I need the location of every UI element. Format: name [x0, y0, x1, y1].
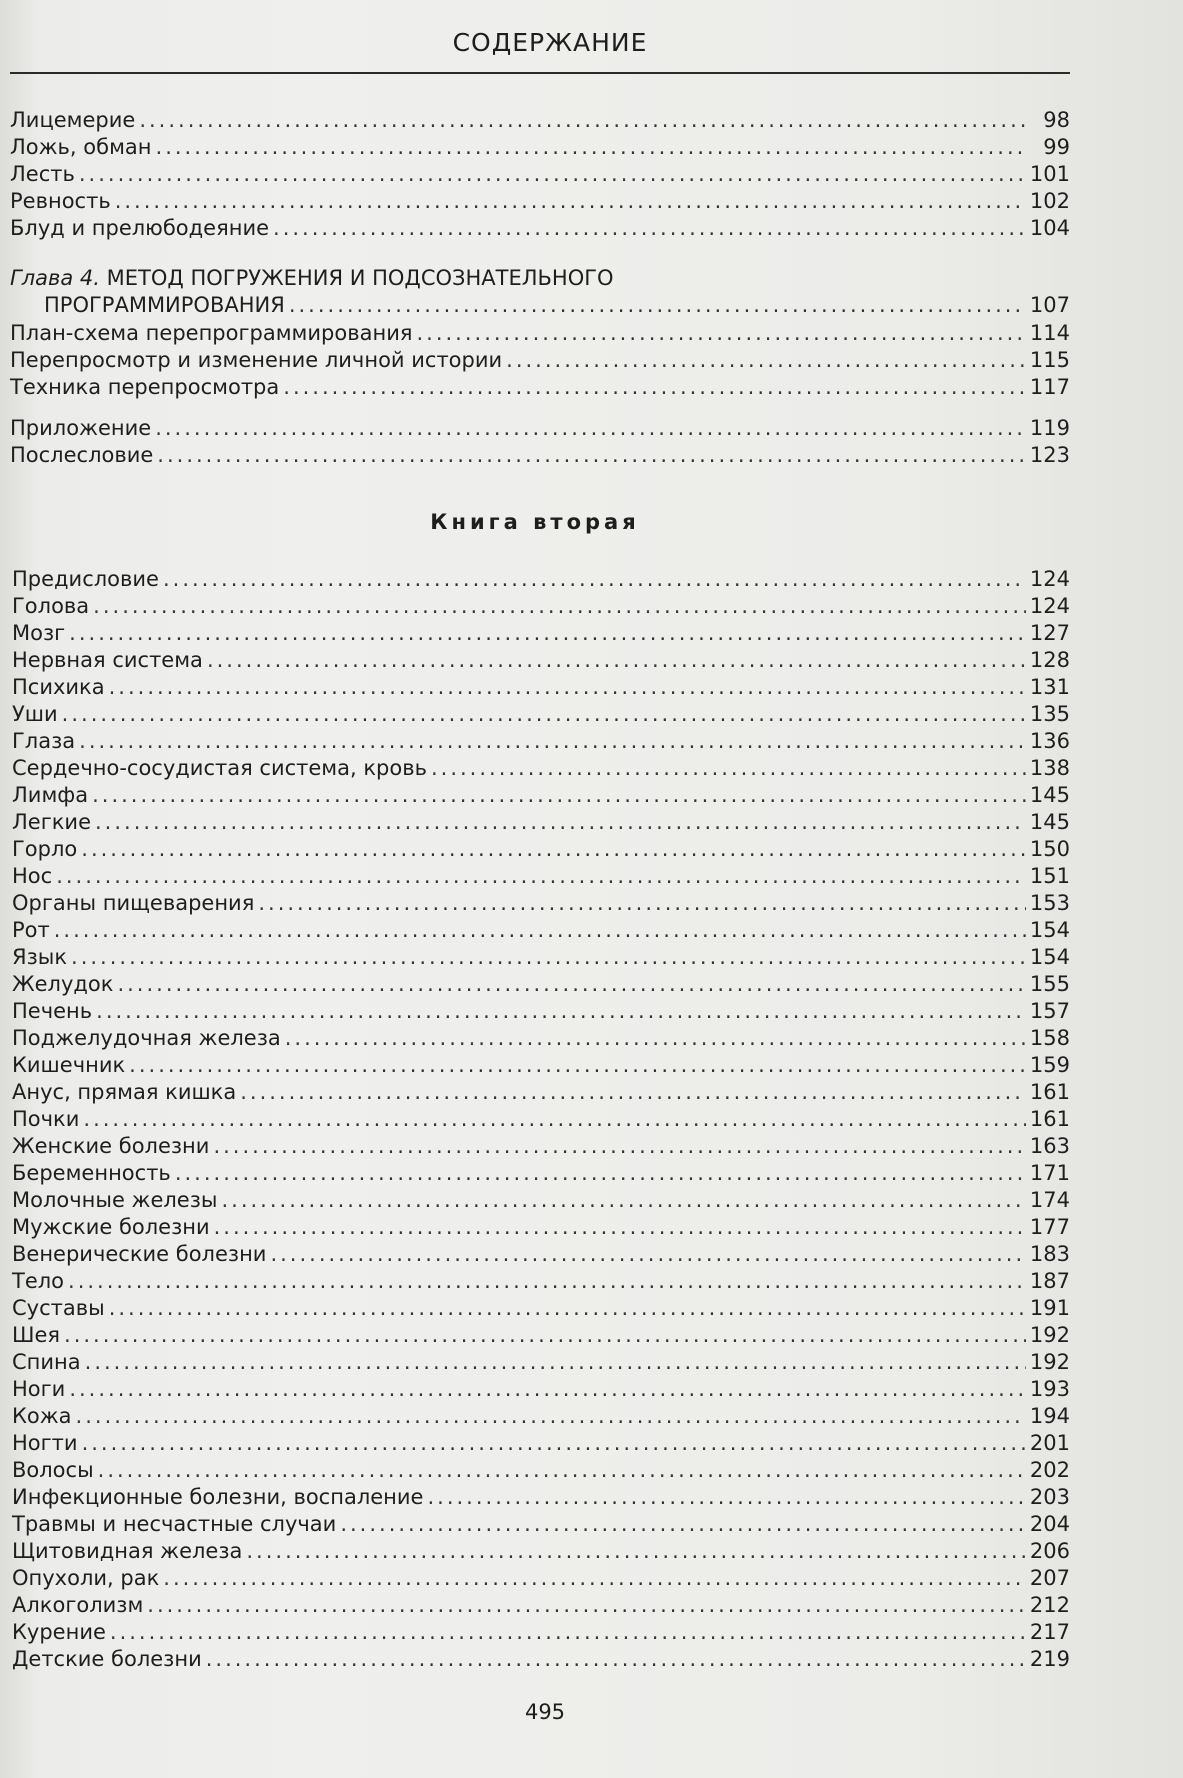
toc-entry-title: Щитовидная железа	[12, 1539, 243, 1563]
toc-dot-leader	[110, 1619, 1026, 1646]
toc-entry-page: 127	[1029, 621, 1070, 645]
toc-entry-page: 183	[1029, 1242, 1070, 1266]
toc-dot-leader	[283, 374, 1026, 401]
toc-entry	[12, 1619, 1070, 1646]
toc-dot-leader	[68, 1268, 1026, 1295]
toc-entry-title: Инфекционные болезни, воспаление	[12, 1485, 424, 1509]
toc-entry-page: 207	[1029, 1566, 1070, 1590]
toc-entry-title: Глаза	[12, 729, 76, 753]
toc-entry-title: Детские болезни	[12, 1647, 202, 1671]
toc-entry-page: 145	[1029, 783, 1070, 807]
toc-entry	[10, 347, 1070, 374]
toc-entry-title: Голова	[12, 594, 90, 618]
toc-entry-page: 187	[1029, 1269, 1070, 1293]
toc-entry	[12, 1349, 1070, 1376]
toc-entry-title: Легкие	[12, 810, 91, 834]
toc-dot-leader	[340, 1511, 1026, 1538]
toc-dot-leader	[213, 1133, 1025, 1160]
toc-entry-title: Желудок	[12, 972, 114, 996]
toc-dot-leader	[289, 292, 1026, 319]
toc-entry-title: Органы пищеварения	[12, 891, 255, 915]
toc-dot-leader	[155, 415, 1026, 442]
toc-entry-page: 136	[1029, 729, 1070, 753]
toc-entry	[12, 1484, 1070, 1511]
toc-entry-page: 128	[1029, 648, 1070, 672]
toc-entry-title: Язык	[12, 945, 68, 969]
toc-entry-title: Опухоли, рак	[12, 1566, 160, 1590]
toc-entry-title: Спина	[12, 1350, 81, 1374]
toc-dot-leader	[156, 134, 1026, 161]
toc-entry-title: Кожа	[12, 1404, 72, 1428]
toc-entry	[12, 1187, 1070, 1214]
toc-entry-title: Суставы	[12, 1296, 105, 1320]
toc-entry-title: Мужские болезни	[12, 1215, 210, 1239]
toc-entry-title: Ногти	[12, 1431, 78, 1455]
chapter-title-line1: МЕТОД ПОГРУЖЕНИЯ И ПОДСОЗНАТЕЛЬНОГО	[106, 266, 614, 290]
toc-dot-leader	[129, 1052, 1026, 1079]
toc-entry-page: 201	[1029, 1431, 1070, 1455]
toc-entry-title: Алкоголизм	[12, 1593, 144, 1617]
toc-dot-leader	[273, 215, 1026, 242]
toc-entry-title: Блуд и прелюбодеяние	[10, 216, 270, 240]
toc-entry	[12, 620, 1070, 647]
toc-dot-leader	[163, 1565, 1026, 1592]
toc-dot-leader	[427, 1484, 1025, 1511]
toc-entry	[12, 1592, 1070, 1619]
toc-entry-page: 191	[1029, 1296, 1070, 1320]
toc-entry	[12, 1160, 1070, 1187]
toc-list-part1	[10, 107, 1070, 242]
toc-entry	[12, 1565, 1070, 1592]
toc-entry	[12, 1106, 1070, 1133]
toc-entry	[10, 215, 1070, 242]
toc-entry	[12, 1241, 1070, 1268]
toc-dot-leader	[83, 1106, 1026, 1133]
toc-entry-title: Беременность	[12, 1161, 171, 1185]
toc-dot-leader	[54, 917, 1026, 944]
toc-entry	[12, 755, 1070, 782]
toc-dot-leader	[79, 728, 1026, 755]
toc-entry-title: Молочные железы	[12, 1188, 218, 1212]
toc-entry-title: Уши	[12, 702, 58, 726]
toc-entry-page: 158	[1029, 1026, 1070, 1050]
toc-dot-leader	[157, 442, 1026, 469]
toc-entry-page: 204	[1029, 1512, 1070, 1536]
header-rule	[10, 72, 1070, 74]
toc-entry-page: 102	[1029, 189, 1070, 213]
toc-entry-page: 219	[1029, 1647, 1070, 1671]
toc-entry-page: 115	[1029, 348, 1070, 372]
toc-entry-title: Горло	[12, 837, 78, 861]
toc-entry-page: 159	[1029, 1053, 1070, 1077]
toc-entry-title: Женские болезни	[12, 1134, 210, 1158]
toc-entry-page: 124	[1029, 567, 1070, 591]
toc-entry	[12, 890, 1070, 917]
toc-entry-title: Лицемерие	[10, 108, 136, 132]
toc-entry-title: Ложь, обман	[10, 135, 152, 159]
toc-entry-page: 192	[1029, 1323, 1070, 1347]
toc-entry-title: Волосы	[12, 1458, 94, 1482]
toc-entry	[12, 917, 1070, 944]
toc-entry-title: Сердечно-сосудистая система, кровь	[12, 756, 427, 780]
toc-dot-leader	[93, 593, 1026, 620]
toc-entry	[12, 1403, 1070, 1430]
toc-dot-leader	[207, 647, 1026, 674]
toc-dot-leader	[270, 1241, 1025, 1268]
toc-entry-page: 138	[1029, 756, 1070, 780]
toc-entry-title: Почки	[12, 1107, 80, 1131]
toc-dot-leader	[506, 347, 1026, 374]
toc-entry	[12, 1430, 1070, 1457]
toc-entry-title: Рот	[12, 918, 50, 942]
toc-entry-title: Тело	[12, 1269, 65, 1293]
toc-entry-page: 154	[1029, 945, 1070, 969]
toc-dot-leader	[98, 1457, 1026, 1484]
toc-entry	[12, 1268, 1070, 1295]
toc-entry-page: 154	[1029, 918, 1070, 942]
toc-entry-page: 203	[1029, 1485, 1070, 1509]
toc-dot-leader	[76, 1403, 1026, 1430]
toc-dot-leader	[206, 1646, 1026, 1673]
toc-entry-page: 161	[1029, 1080, 1070, 1104]
toc-entry	[12, 836, 1070, 863]
toc-dot-leader	[431, 755, 1026, 782]
toc-dot-leader	[416, 320, 1025, 347]
toc-entry	[12, 809, 1070, 836]
toc-entry-title: Травмы и несчастные случаи	[12, 1512, 337, 1536]
toc-entry-page: 161	[1029, 1107, 1070, 1131]
toc-entry-title: Психика	[12, 675, 105, 699]
section-heading: Книга вторая	[430, 510, 640, 534]
toc-entry-title: Предисловие	[12, 567, 159, 591]
toc-entry-page: 155	[1029, 972, 1070, 996]
toc-dot-leader	[246, 1538, 1026, 1565]
toc-entry-page: 192	[1029, 1350, 1070, 1374]
toc-dot-leader	[56, 863, 1026, 890]
toc-entry-title: Лимфа	[12, 783, 89, 807]
toc-dot-leader	[214, 1214, 1026, 1241]
toc-dot-leader	[221, 1187, 1025, 1214]
toc-entry-title: План-схема перепрограммирования	[10, 321, 413, 345]
toc-dot-leader	[147, 1592, 1026, 1619]
toc-entry-page: 145	[1029, 810, 1070, 834]
toc-entry-page: 101	[1029, 162, 1070, 186]
toc-entry	[12, 1295, 1070, 1322]
toc-entry-page: 153	[1029, 891, 1070, 915]
toc-entry-page: 174	[1029, 1188, 1070, 1212]
toc-dot-leader	[69, 1376, 1026, 1403]
toc-entry-title: Кишечник	[12, 1053, 126, 1077]
toc-entry-title: Поджелудочная железа	[12, 1026, 281, 1050]
toc-entry-title: Анус, прямая кишка	[12, 1080, 237, 1104]
toc-entry-title: Нос	[12, 864, 53, 888]
toc-dot-leader	[175, 1160, 1026, 1187]
chapter-prefix: Глава 4.	[10, 266, 100, 290]
toc-entry	[12, 1538, 1070, 1565]
toc-entry-page: 202	[1029, 1458, 1070, 1482]
toc-entry-title: Нервная система	[12, 648, 203, 672]
toc-entry-title: Лесть	[10, 162, 75, 186]
chapter-title-line2: ПРОГРАММИРОВАНИЯ	[44, 293, 285, 317]
toc-entry-page: 117	[1029, 375, 1070, 399]
toc-entry-page: 107	[1029, 293, 1070, 317]
toc-entry	[44, 292, 1070, 319]
toc-entry	[10, 415, 1070, 442]
toc-dot-leader	[95, 809, 1026, 836]
toc-entry	[12, 1376, 1070, 1403]
toc-entry	[12, 1025, 1070, 1052]
toc-dot-leader	[115, 188, 1026, 215]
toc-dot-leader	[117, 971, 1025, 998]
toc-dot-leader	[82, 1430, 1026, 1457]
toc-entry	[12, 701, 1070, 728]
toc-entry	[12, 674, 1070, 701]
toc-entry-title: Мозг	[12, 621, 66, 645]
toc-entry	[10, 188, 1070, 215]
toc-entry	[12, 1322, 1070, 1349]
toc-entry-page: 217	[1029, 1620, 1070, 1644]
toc-entry	[12, 944, 1070, 971]
toc-entry-page: 206	[1029, 1539, 1070, 1563]
toc-dot-leader	[109, 674, 1026, 701]
toc-dot-leader	[92, 782, 1026, 809]
toc-list-part4	[12, 566, 1070, 1673]
toc-entry-page: 163	[1029, 1134, 1070, 1158]
toc-dot-leader	[109, 1295, 1026, 1322]
toc-entry-page: 193	[1029, 1377, 1070, 1401]
toc-entry	[12, 1214, 1070, 1241]
toc-entry	[10, 374, 1070, 401]
toc-entry	[12, 647, 1070, 674]
toc-entry	[12, 998, 1070, 1025]
toc-entry-title: Техника перепросмотра	[10, 375, 280, 399]
toc-entry	[12, 1511, 1070, 1538]
toc-dot-leader	[258, 890, 1026, 917]
toc-entry-title: Печень	[12, 999, 93, 1023]
toc-entry	[12, 1457, 1070, 1484]
toc-entry	[12, 1079, 1070, 1106]
toc-dot-leader	[62, 701, 1026, 728]
toc-entry-title: Курение	[12, 1620, 106, 1644]
toc-entry-page: 131	[1029, 675, 1070, 699]
toc-entry-title: Перепросмотр и изменение личной истории	[10, 348, 503, 372]
toc-list-part2	[10, 320, 1070, 401]
toc-entry-page: 104	[1029, 216, 1070, 240]
toc-entry-page: 212	[1029, 1593, 1070, 1617]
toc-entry	[10, 320, 1070, 347]
toc-entry-page: 171	[1029, 1161, 1070, 1185]
toc-entry-page: 99	[1043, 135, 1070, 159]
toc-list-chapter	[44, 292, 1070, 319]
toc-entry	[10, 161, 1070, 188]
toc-entry-title: Послесловие	[10, 443, 154, 467]
page-header-title: СОДЕРЖАНИЕ	[452, 28, 648, 57]
toc-dot-leader	[79, 161, 1026, 188]
toc-dot-leader	[81, 836, 1026, 863]
toc-entry-page: 114	[1029, 321, 1070, 345]
toc-entry	[10, 134, 1070, 161]
toc-dot-leader	[69, 620, 1026, 647]
toc-entry	[12, 1646, 1070, 1673]
toc-dot-leader	[85, 1349, 1026, 1376]
toc-dot-leader	[64, 1322, 1026, 1349]
toc-entry-page: 177	[1029, 1215, 1070, 1239]
toc-entry-page: 123	[1029, 443, 1070, 467]
toc-entry	[12, 782, 1070, 809]
chapter-heading	[10, 265, 614, 292]
toc-entry-page: 150	[1029, 837, 1070, 861]
toc-dot-leader	[96, 998, 1026, 1025]
toc-entry-page: 151	[1029, 864, 1070, 888]
toc-entry	[10, 107, 1070, 134]
toc-dot-leader	[71, 944, 1026, 971]
toc-entry-page: 119	[1029, 416, 1070, 440]
toc-dot-leader	[163, 566, 1026, 593]
toc-entry	[10, 442, 1070, 469]
toc-entry	[12, 1052, 1070, 1079]
toc-entry-page: 124	[1029, 594, 1070, 618]
toc-entry-title: Венерические болезни	[12, 1242, 267, 1266]
toc-entry	[12, 566, 1070, 593]
toc-entry-title: Шея	[12, 1323, 61, 1347]
toc-entry	[12, 1133, 1070, 1160]
toc-entry-page: 135	[1029, 702, 1070, 726]
toc-entry-title: Приложение	[10, 416, 152, 440]
toc-dot-leader	[240, 1079, 1026, 1106]
toc-entry	[12, 728, 1070, 755]
toc-entry-page: 157	[1029, 999, 1070, 1023]
toc-dot-leader	[285, 1025, 1026, 1052]
toc-entry-page: 194	[1029, 1404, 1070, 1428]
page-number: 495	[524, 1700, 566, 1724]
toc-entry	[12, 971, 1070, 998]
toc-dot-leader	[139, 107, 1026, 134]
toc-entry-title: Ревность	[10, 189, 111, 213]
toc-entry	[12, 863, 1070, 890]
toc-entry-title: Ноги	[12, 1377, 66, 1401]
toc-entry	[12, 593, 1070, 620]
toc-list-part3	[10, 415, 1070, 469]
toc-entry-page: 98	[1043, 108, 1070, 132]
